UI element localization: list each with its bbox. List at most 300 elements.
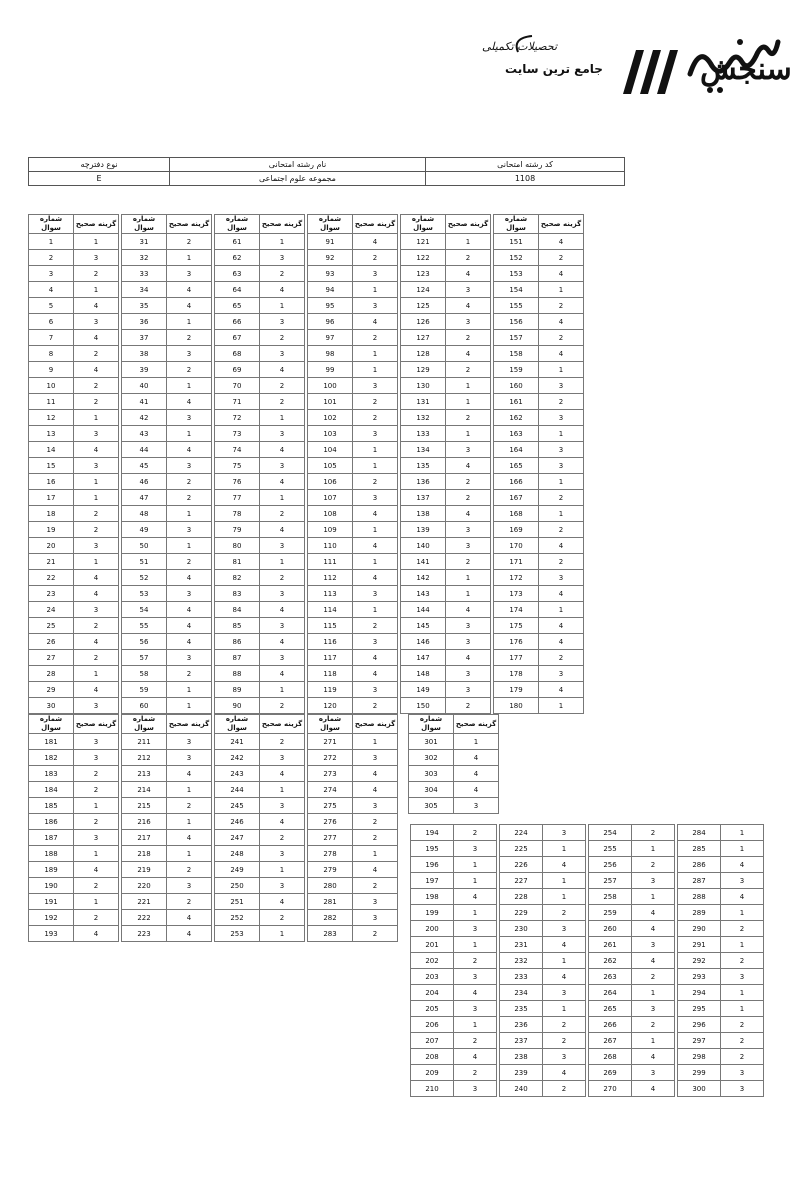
correct-answer: 3 xyxy=(446,666,491,682)
exam-code-label: کد رشته امتحانی xyxy=(426,158,625,172)
correct-answer: 2 xyxy=(167,666,212,682)
correct-answer: 2 xyxy=(543,1081,586,1097)
correct-answer: 1 xyxy=(543,889,586,905)
correct-answer-header: گزینه صحیح xyxy=(353,715,398,734)
correct-answer: 1 xyxy=(454,905,497,921)
question-number: 33 xyxy=(122,266,167,282)
correct-answer: 4 xyxy=(74,682,119,698)
correct-answer: 1 xyxy=(353,442,398,458)
correct-answer: 2 xyxy=(446,698,491,714)
question-number: 220 xyxy=(122,878,167,894)
question-number: 170 xyxy=(494,538,539,554)
question-number: 286 xyxy=(678,857,721,873)
question-number-header: شماره سوال xyxy=(215,215,260,234)
correct-answer: 1 xyxy=(454,734,499,750)
correct-answer: 2 xyxy=(446,474,491,490)
question-number: 4 xyxy=(29,282,74,298)
question-number: 280 xyxy=(308,878,353,894)
correct-answer: 4 xyxy=(539,618,584,634)
correct-answer: 2 xyxy=(167,862,212,878)
correct-answer: 1 xyxy=(454,857,497,873)
exam-name-label: نام رشته امتحانی xyxy=(170,158,426,172)
question-number: 269 xyxy=(589,1065,632,1081)
correct-answer: 4 xyxy=(167,910,212,926)
correct-answer: 4 xyxy=(632,1049,675,1065)
question-number: 44 xyxy=(122,442,167,458)
question-number: 212 xyxy=(122,750,167,766)
question-number: 69 xyxy=(215,362,260,378)
correct-answer: 4 xyxy=(167,570,212,586)
brand-site-text: جامع ترین سایت xyxy=(505,62,603,76)
question-number: 13 xyxy=(29,426,74,442)
correct-answer: 4 xyxy=(74,362,119,378)
question-number-header: شماره سوال xyxy=(29,715,74,734)
correct-answer: 2 xyxy=(539,250,584,266)
question-number: 73 xyxy=(215,426,260,442)
correct-answer: 4 xyxy=(260,602,305,618)
correct-answer-header: گزینه صحیح xyxy=(446,215,491,234)
correct-answer: 1 xyxy=(74,666,119,682)
question-number: 124 xyxy=(401,282,446,298)
correct-answer: 1 xyxy=(632,841,675,857)
correct-answer: 3 xyxy=(74,538,119,554)
correct-answer: 4 xyxy=(446,602,491,618)
question-number: 137 xyxy=(401,490,446,506)
correct-answer: 2 xyxy=(446,410,491,426)
correct-answer: 3 xyxy=(167,878,212,894)
question-number: 166 xyxy=(494,474,539,490)
question-number: 85 xyxy=(215,618,260,634)
correct-answer: 2 xyxy=(167,234,212,250)
correct-answer: 4 xyxy=(260,634,305,650)
correct-answer: 1 xyxy=(260,410,305,426)
correct-answer: 2 xyxy=(454,953,497,969)
question-number: 154 xyxy=(494,282,539,298)
correct-answer: 4 xyxy=(260,894,305,910)
correct-answer: 4 xyxy=(353,766,398,782)
correct-answer: 4 xyxy=(454,889,497,905)
correct-answer: 4 xyxy=(353,314,398,330)
question-number: 271 xyxy=(308,734,353,750)
correct-answer: 3 xyxy=(454,841,497,857)
table-row xyxy=(411,1001,764,1017)
correct-answer: 1 xyxy=(74,474,119,490)
question-number: 181 xyxy=(29,734,74,750)
correct-answer: 3 xyxy=(167,586,212,602)
correct-answer: 4 xyxy=(632,953,675,969)
question-number: 198 xyxy=(411,889,454,905)
correct-answer: 2 xyxy=(446,330,491,346)
question-number: 270 xyxy=(589,1081,632,1097)
question-number: 252 xyxy=(215,910,260,926)
correct-answer-header: گزینه صحیح xyxy=(167,715,212,734)
table-row xyxy=(29,266,584,282)
question-number: 165 xyxy=(494,458,539,474)
question-number: 65 xyxy=(215,298,260,314)
correct-answer: 2 xyxy=(446,490,491,506)
correct-answer: 4 xyxy=(632,1081,675,1097)
table-row xyxy=(411,1049,764,1065)
correct-answer: 4 xyxy=(539,266,584,282)
question-number: 59 xyxy=(122,682,167,698)
correct-answer: 1 xyxy=(543,841,586,857)
correct-answer: 4 xyxy=(74,442,119,458)
correct-answer: 4 xyxy=(167,394,212,410)
table-row xyxy=(409,750,499,766)
question-number: 254 xyxy=(589,825,632,841)
correct-answer: 2 xyxy=(74,650,119,666)
question-number: 62 xyxy=(215,250,260,266)
correct-answer: 4 xyxy=(167,298,212,314)
question-number: 204 xyxy=(411,985,454,1001)
question-number: 215 xyxy=(122,798,167,814)
question-number-header: شماره سوال xyxy=(308,215,353,234)
correct-answer: 3 xyxy=(260,878,305,894)
question-number: 168 xyxy=(494,506,539,522)
correct-answer: 4 xyxy=(446,650,491,666)
question-number: 284 xyxy=(678,825,721,841)
correct-answer: 3 xyxy=(539,666,584,682)
question-number: 19 xyxy=(29,522,74,538)
correct-answer: 3 xyxy=(167,410,212,426)
question-number: 145 xyxy=(401,618,446,634)
question-number: 189 xyxy=(29,862,74,878)
question-number: 275 xyxy=(308,798,353,814)
table-row xyxy=(411,1033,764,1049)
question-number: 101 xyxy=(308,394,353,410)
question-number: 123 xyxy=(401,266,446,282)
question-number: 225 xyxy=(500,841,543,857)
table-row xyxy=(29,506,584,522)
question-number: 179 xyxy=(494,682,539,698)
question-number: 142 xyxy=(401,570,446,586)
correct-answer: 3 xyxy=(260,538,305,554)
question-number: 113 xyxy=(308,586,353,602)
table-row xyxy=(29,394,584,410)
question-number: 54 xyxy=(122,602,167,618)
question-number: 219 xyxy=(122,862,167,878)
question-number: 303 xyxy=(409,766,454,782)
correct-answer: 1 xyxy=(167,250,212,266)
table-row xyxy=(29,362,584,378)
question-number: 291 xyxy=(678,937,721,953)
question-number: 39 xyxy=(122,362,167,378)
question-number: 10 xyxy=(29,378,74,394)
correct-answer: 4 xyxy=(454,782,499,798)
table-row xyxy=(29,570,584,586)
question-number: 187 xyxy=(29,830,74,846)
correct-answer: 1 xyxy=(721,841,764,857)
correct-answer: 4 xyxy=(446,346,491,362)
correct-answer: 1 xyxy=(721,1001,764,1017)
correct-answer: 2 xyxy=(543,1033,586,1049)
question-number: 169 xyxy=(494,522,539,538)
question-number: 199 xyxy=(411,905,454,921)
table-row xyxy=(409,766,499,782)
correct-answer: 2 xyxy=(74,910,119,926)
table-row xyxy=(411,873,764,889)
question-number: 31 xyxy=(122,234,167,250)
correct-answer: 1 xyxy=(353,734,398,750)
question-number: 153 xyxy=(494,266,539,282)
correct-answer: 2 xyxy=(74,266,119,282)
question-number: 283 xyxy=(308,926,353,942)
exam-code-value: 1108 xyxy=(426,172,625,186)
correct-answer-header: گزینه صحیح xyxy=(260,215,305,234)
correct-answer: 1 xyxy=(74,410,119,426)
table-row xyxy=(29,234,584,250)
correct-answer: 2 xyxy=(539,490,584,506)
correct-answer: 4 xyxy=(260,442,305,458)
question-number-header: شماره سوال xyxy=(409,715,454,734)
question-number-header: شماره سوال xyxy=(29,215,74,234)
correct-answer: 1 xyxy=(167,698,212,714)
question-number: 35 xyxy=(122,298,167,314)
question-number: 148 xyxy=(401,666,446,682)
correct-answer: 2 xyxy=(353,830,398,846)
question-number: 98 xyxy=(308,346,353,362)
question-number: 281 xyxy=(308,894,353,910)
question-number: 163 xyxy=(494,426,539,442)
correct-answer: 2 xyxy=(260,910,305,926)
question-number: 147 xyxy=(401,650,446,666)
correct-answer: 1 xyxy=(454,873,497,889)
correct-answer: 1 xyxy=(167,782,212,798)
question-number: 277 xyxy=(308,830,353,846)
question-number: 237 xyxy=(500,1033,543,1049)
correct-answer: 1 xyxy=(353,346,398,362)
correct-answer: 2 xyxy=(721,1017,764,1033)
question-number: 45 xyxy=(122,458,167,474)
correct-answer-header: گزینه صحیح xyxy=(539,215,584,234)
correct-answer: 2 xyxy=(539,650,584,666)
correct-answer: 3 xyxy=(260,650,305,666)
correct-answer: 2 xyxy=(74,878,119,894)
question-number: 93 xyxy=(308,266,353,282)
table-row xyxy=(29,766,398,782)
correct-answer: 2 xyxy=(446,250,491,266)
question-number: 72 xyxy=(215,410,260,426)
correct-answer: 4 xyxy=(446,506,491,522)
question-number: 304 xyxy=(409,782,454,798)
correct-answer-header: گزینه صحیح xyxy=(260,715,305,734)
correct-answer: 1 xyxy=(446,426,491,442)
correct-answer: 2 xyxy=(632,857,675,873)
correct-answer: 2 xyxy=(353,250,398,266)
question-number: 192 xyxy=(29,910,74,926)
question-number: 87 xyxy=(215,650,260,666)
table-row xyxy=(411,1081,764,1097)
correct-answer: 1 xyxy=(353,458,398,474)
question-number: 256 xyxy=(589,857,632,873)
correct-answer: 4 xyxy=(539,682,584,698)
correct-answer: 2 xyxy=(721,953,764,969)
question-number: 96 xyxy=(308,314,353,330)
question-number: 108 xyxy=(308,506,353,522)
correct-answer: 4 xyxy=(260,666,305,682)
question-number: 77 xyxy=(215,490,260,506)
correct-answer: 2 xyxy=(260,506,305,522)
table-row xyxy=(29,298,584,314)
correct-answer: 3 xyxy=(721,873,764,889)
question-number: 51 xyxy=(122,554,167,570)
correct-answer: 2 xyxy=(632,1017,675,1033)
correct-answer: 3 xyxy=(353,894,398,910)
question-number: 78 xyxy=(215,506,260,522)
table-row xyxy=(29,846,398,862)
question-number: 183 xyxy=(29,766,74,782)
correct-answer: 1 xyxy=(539,426,584,442)
question-number-header: شماره سوال xyxy=(308,715,353,734)
correct-answer: 1 xyxy=(539,362,584,378)
question-number: 156 xyxy=(494,314,539,330)
correct-answer: 2 xyxy=(353,474,398,490)
correct-answer: 4 xyxy=(74,926,119,942)
table-row xyxy=(29,314,584,330)
question-number: 86 xyxy=(215,634,260,650)
correct-answer: 2 xyxy=(353,330,398,346)
correct-answer: 1 xyxy=(167,426,212,442)
correct-answer: 1 xyxy=(446,234,491,250)
correct-answer: 4 xyxy=(446,298,491,314)
correct-answer: 2 xyxy=(353,878,398,894)
correct-answer: 1 xyxy=(721,825,764,841)
question-number: 239 xyxy=(500,1065,543,1081)
table-row xyxy=(29,926,398,942)
correct-answer: 3 xyxy=(446,538,491,554)
table-row xyxy=(29,782,398,798)
question-number: 38 xyxy=(122,346,167,362)
table-row xyxy=(411,1017,764,1033)
question-number: 240 xyxy=(500,1081,543,1097)
correct-answer: 2 xyxy=(353,814,398,830)
question-number: 226 xyxy=(500,857,543,873)
question-number: 103 xyxy=(308,426,353,442)
question-number: 218 xyxy=(122,846,167,862)
table-row xyxy=(29,682,584,698)
correct-answer: 2 xyxy=(539,522,584,538)
correct-answer: 4 xyxy=(446,458,491,474)
table-row xyxy=(29,586,584,602)
question-number: 12 xyxy=(29,410,74,426)
correct-answer: 1 xyxy=(446,586,491,602)
question-number: 264 xyxy=(589,985,632,1001)
correct-answer: 2 xyxy=(260,830,305,846)
correct-answer: 1 xyxy=(74,490,119,506)
correct-answer: 3 xyxy=(74,830,119,846)
question-number: 236 xyxy=(500,1017,543,1033)
correct-answer: 1 xyxy=(167,682,212,698)
question-number: 249 xyxy=(215,862,260,878)
correct-answer: 3 xyxy=(721,1081,764,1097)
question-number: 285 xyxy=(678,841,721,857)
table-row xyxy=(29,538,584,554)
correct-answer: 3 xyxy=(353,910,398,926)
correct-answer: 3 xyxy=(446,282,491,298)
question-number: 157 xyxy=(494,330,539,346)
question-number: 203 xyxy=(411,969,454,985)
question-number: 208 xyxy=(411,1049,454,1065)
brand-tagline: تحصیلات تکمیلی xyxy=(482,40,558,53)
table-row xyxy=(29,602,584,618)
question-number: 253 xyxy=(215,926,260,942)
table-row xyxy=(411,969,764,985)
question-number: 112 xyxy=(308,570,353,586)
question-number: 37 xyxy=(122,330,167,346)
table-row xyxy=(411,841,764,857)
correct-answer: 2 xyxy=(167,474,212,490)
brand-name: سنجش xyxy=(700,52,792,87)
correct-answer: 4 xyxy=(74,570,119,586)
table-row xyxy=(29,894,398,910)
table-row xyxy=(29,734,398,750)
table-row xyxy=(29,666,584,682)
correct-answer: 4 xyxy=(353,782,398,798)
question-number: 227 xyxy=(500,873,543,889)
question-number: 190 xyxy=(29,878,74,894)
question-number: 300 xyxy=(678,1081,721,1097)
question-number: 202 xyxy=(411,953,454,969)
table-row xyxy=(411,985,764,1001)
question-number: 84 xyxy=(215,602,260,618)
question-number: 102 xyxy=(308,410,353,426)
table-row xyxy=(29,650,584,666)
table-row xyxy=(409,798,499,814)
question-number: 88 xyxy=(215,666,260,682)
correct-answer: 4 xyxy=(353,570,398,586)
question-number: 83 xyxy=(215,586,260,602)
question-number: 34 xyxy=(122,282,167,298)
question-number: 3 xyxy=(29,266,74,282)
question-number: 178 xyxy=(494,666,539,682)
correct-answer: 1 xyxy=(353,282,398,298)
correct-answer: 4 xyxy=(539,586,584,602)
correct-answer: 3 xyxy=(260,250,305,266)
question-number: 247 xyxy=(215,830,260,846)
question-number: 245 xyxy=(215,798,260,814)
correct-answer: 2 xyxy=(454,1033,497,1049)
question-number: 279 xyxy=(308,862,353,878)
correct-answer: 4 xyxy=(260,474,305,490)
correct-answer: 4 xyxy=(260,282,305,298)
table-row xyxy=(29,346,584,362)
question-number: 161 xyxy=(494,394,539,410)
correct-answer: 3 xyxy=(167,346,212,362)
question-number: 133 xyxy=(401,426,446,442)
question-number: 273 xyxy=(308,766,353,782)
correct-answer: 2 xyxy=(74,346,119,362)
correct-answer: 3 xyxy=(353,750,398,766)
question-number: 119 xyxy=(308,682,353,698)
correct-answer: 3 xyxy=(74,426,119,442)
correct-answer: 3 xyxy=(74,602,119,618)
question-number: 134 xyxy=(401,442,446,458)
question-number: 243 xyxy=(215,766,260,782)
question-number: 20 xyxy=(29,538,74,554)
correct-answer: 1 xyxy=(167,846,212,862)
correct-answer: 1 xyxy=(74,554,119,570)
question-number: 16 xyxy=(29,474,74,490)
correct-answer: 3 xyxy=(454,1001,497,1017)
correct-answer: 2 xyxy=(260,266,305,282)
question-number: 1 xyxy=(29,234,74,250)
correct-answer: 3 xyxy=(353,586,398,602)
correct-answer: 3 xyxy=(353,798,398,814)
question-number: 180 xyxy=(494,698,539,714)
table-row xyxy=(411,1065,764,1081)
question-number: 111 xyxy=(308,554,353,570)
question-number: 152 xyxy=(494,250,539,266)
